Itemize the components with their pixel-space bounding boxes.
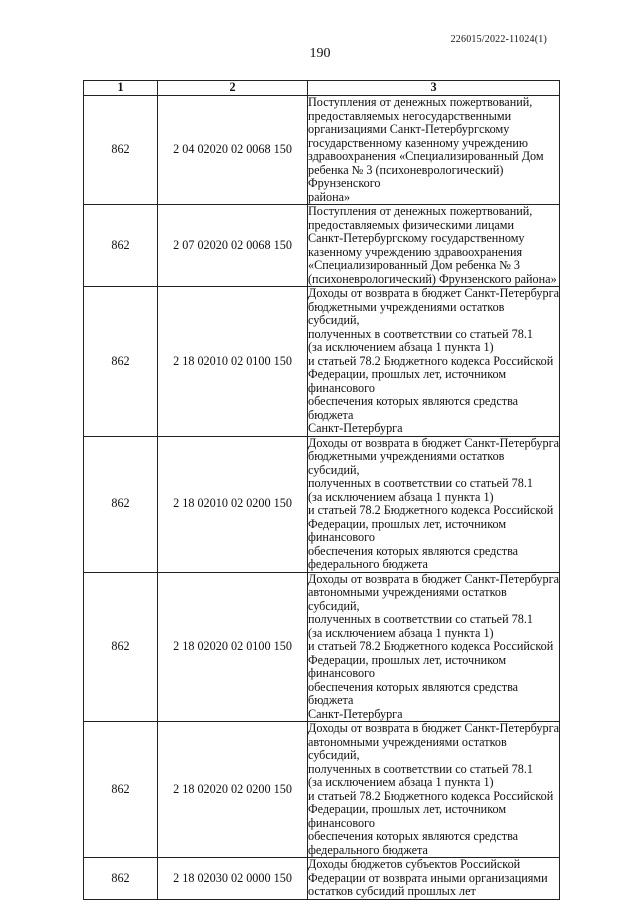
description-cell: Доходы бюджетов субъектов Российской Федерации от возврата иными организациями остатков субсидий прошлых лет — [308, 858, 560, 900]
column-header: 1 — [84, 81, 158, 96]
admin-code-cell: 862 — [84, 572, 158, 722]
description-cell: Доходы от возврата в бюджет Санкт-Петербурга бюджетными учреждениями остатков субсидий, полученных в соответствии со статьей 78.1 (за исключением абзаца 1 пункта 1) и статьей 78.2 Бюджетного кодекса Российской Федерации, прошлых лет, источником финансового обеспечения которых являются средства бюджета Санкт-Петербурга — [308, 286, 559, 435]
revenue-code-cell: 2 18 02010 02 0200 150 — [158, 436, 308, 572]
table-row — [84, 572, 560, 722]
admin-code-cell: 862 — [84, 96, 158, 205]
admin-code-cell: 862 — [84, 436, 158, 572]
description-cell: Доходы от возврата в бюджет Санкт-Петербурга бюджетными учреждениями остатков субсидий, полученных в соответствии со статьей 78.1 (за исключением абзаца 1 пункта 1) и статьей 78.2 Бюджетного кодекса Российской Федерации, прошлых лет, источником финансового обеспечения которых являются средства федерального бюджета — [308, 435, 559, 571]
admin-code-cell: 862 — [84, 858, 158, 900]
revenue-code-cell: 2 07 02020 02 0068 150 — [158, 205, 308, 287]
document-id: 226015/2022-11024(1) — [450, 34, 547, 45]
column-header: 2 — [158, 81, 308, 96]
page-number: 190 — [309, 46, 331, 61]
column-header: 3 — [308, 81, 560, 96]
revenue-code-cell: 2 04 02020 02 0068 150 — [158, 96, 308, 205]
revenue-code-cell: 2 18 02020 02 0100 150 — [158, 572, 308, 722]
description-cell: Доходы от возврата в бюджет Санкт-Петербурга автономными учреждениями остатков субсидий, полученных в соответствии со статьей 78.1 (за исключением абзаца 1 пункта 1) и статьей 78.2 Бюджетного кодекса Российской Федерации, прошлых лет, источником финансового обеспечения которых являются средства бюджета Санкт-Петербурга — [308, 571, 559, 721]
admin-code-cell: 862 — [84, 205, 158, 287]
table-header-row — [84, 81, 560, 96]
admin-code-cell: 862 — [84, 722, 158, 858]
revenue-code-cell: 2 18 02020 02 0200 150 — [158, 722, 308, 858]
budget-codes-table — [83, 80, 560, 900]
table-row — [84, 722, 560, 858]
description-cell: Поступления от денежных пожертвований, предоставляемых негосударственными организациями Санкт-Петербургскому государственному казенному учреждению здравоохранения «Специализированный Дом ребенка № 3 (психоневрологический) Фрунзенского района» — [308, 96, 560, 205]
description-cell: Доходы от возврата в бюджет Санкт-Петербурга автономными учреждениями остатков субсидий, полученных в соответствии со статьей 78.1 (за исключением абзаца 1 пункта 1) и статьей 78.2 Бюджетного кодекса Российской Федерации, прошлых лет, источником финансового обеспечения которых являются средства федерального бюджета — [308, 721, 559, 857]
table-row — [84, 436, 560, 572]
table-row — [84, 287, 560, 437]
description-cell: Поступления от денежных пожертвований, предоставляемых физическими лицами Санкт-Петербургскому государственному казенному учреждению здравоохранения «Специализированный Дом ребенка № 3 (психоневрологический) Фрунзенского района» — [308, 205, 560, 287]
revenue-code-cell: 2 18 02010 02 0100 150 — [158, 287, 308, 437]
table-row — [84, 858, 560, 900]
admin-code-cell: 862 — [84, 287, 158, 437]
table-row — [84, 205, 560, 287]
revenue-code-cell: 2 18 02030 02 0000 150 — [158, 858, 308, 900]
table-row — [84, 96, 560, 205]
